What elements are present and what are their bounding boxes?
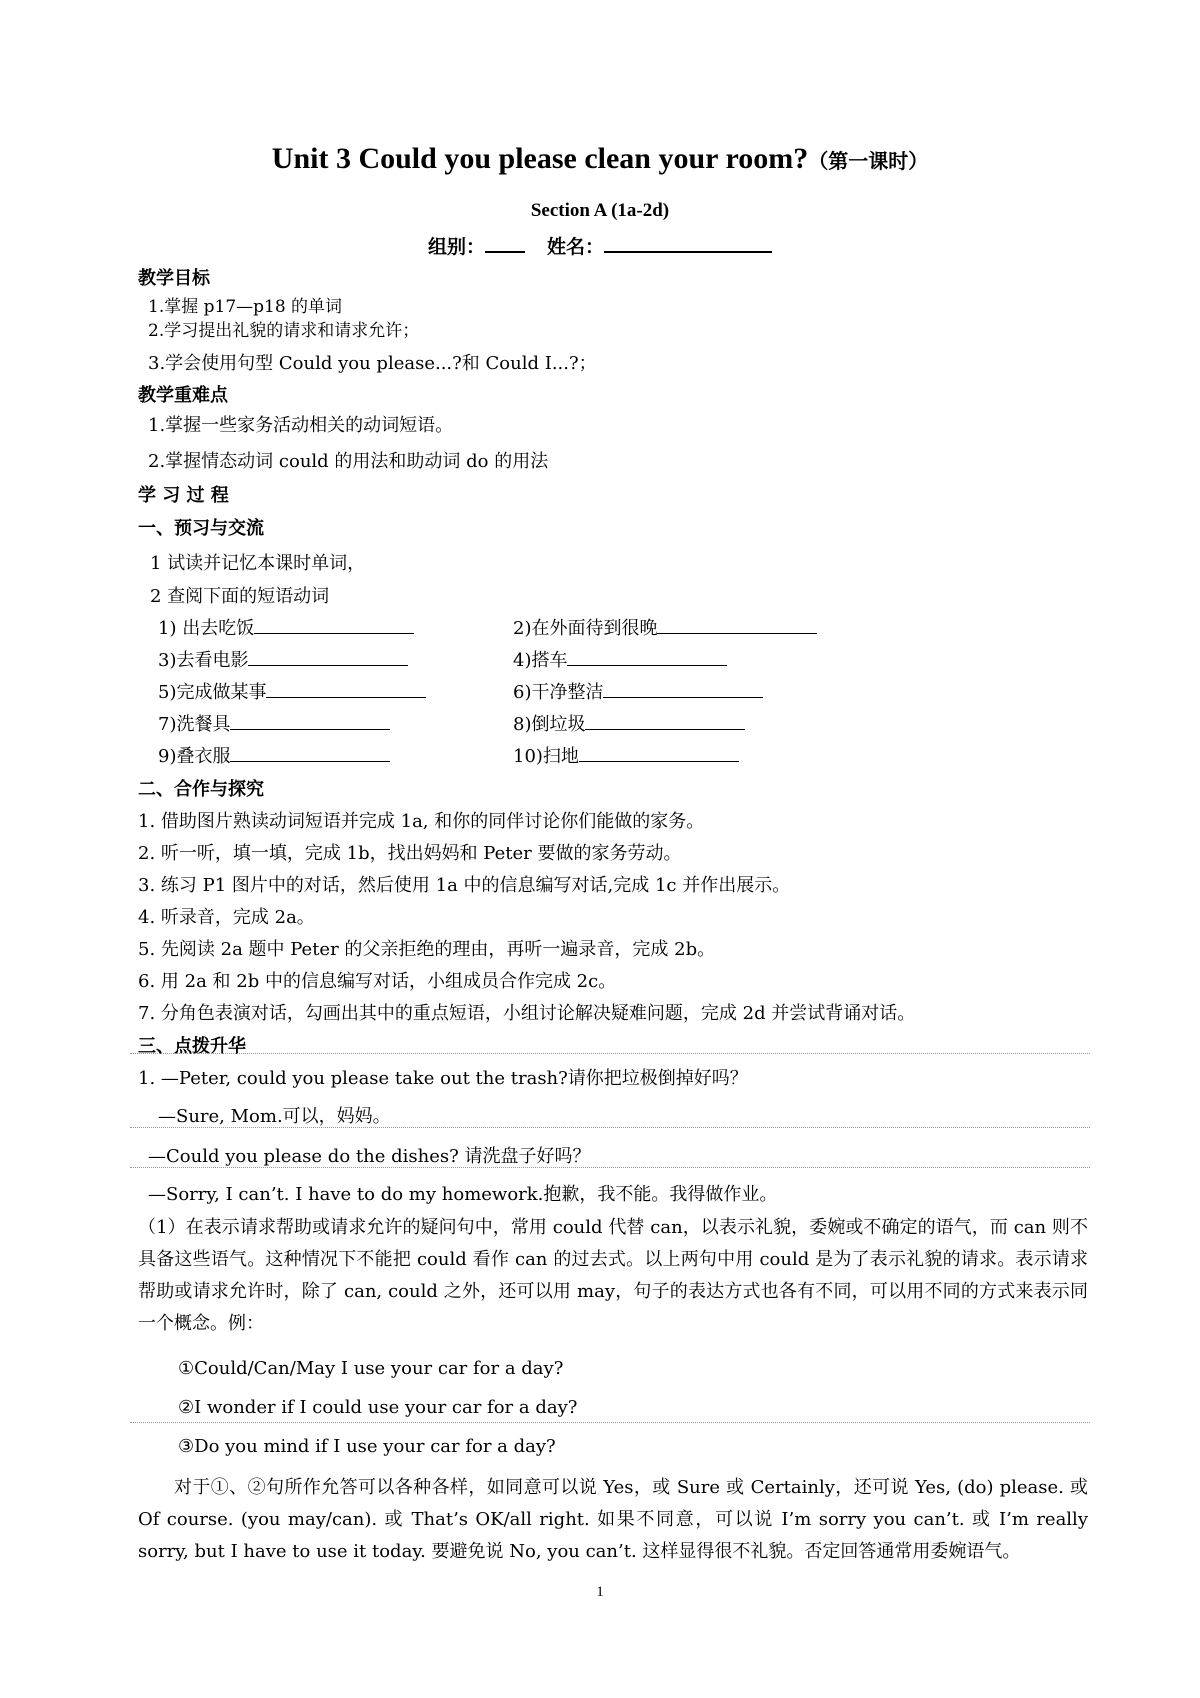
phrase-blank[interactable] bbox=[579, 745, 739, 762]
example-sentence: ①Could/Can/May I use your car for a day? bbox=[178, 1358, 564, 1379]
title-main: Unit 3 Could you please clean your room? bbox=[271, 142, 809, 175]
phrase-item: 2)在外面待到很晚 bbox=[513, 614, 817, 640]
phrase-blank[interactable] bbox=[230, 713, 390, 730]
phrase-blank[interactable] bbox=[248, 649, 408, 666]
objective-item: 3.学会使用句型 Could you please...?和 Could I...?； bbox=[148, 353, 597, 374]
objective-item: 1.掌握 p17—p18 的单词 bbox=[148, 297, 343, 317]
phrase-item: 1) 出去吃饭 bbox=[158, 614, 414, 640]
group-blank[interactable] bbox=[485, 233, 525, 253]
objective-item: 2.学习提出礼貌的请求和请求允许； bbox=[148, 321, 420, 341]
dialogue-line: —Could you please do the dishes? 请洗盘子好吗？ bbox=[148, 1146, 591, 1167]
dotted-divider bbox=[130, 1127, 1090, 1128]
dialogue-line: —Sure, Mom.可以，妈妈。 bbox=[158, 1106, 391, 1127]
page-number: 1 bbox=[596, 1584, 604, 1600]
phrase-item: 3)去看电影 bbox=[158, 646, 408, 672]
phrase-blank[interactable] bbox=[585, 713, 745, 730]
explanation-paragraph: （1）在表示请求帮助或请求允许的疑问句中，常用 could 代替 can，以表示礼貌，委婉或不确定的语气，而 can 则不具备这些语气。这种情况下不能把 could 看作 can 的过去式。以上两句中用 could 是为了表示礼貌的请求。表示请求帮助或请求允许时，除了 can, could 之外，还可以用 may，句子的表达方式也各有不同，可以用不同的方式来表示同一个概念。例： bbox=[138, 1217, 1088, 1334]
preview-item: 1 试读并记忆本课时单词， bbox=[150, 553, 366, 574]
example-sentence: ③Do you mind if I use your car for a day? bbox=[178, 1436, 556, 1457]
cooperation-heading: 二、合作与探究 bbox=[138, 779, 264, 800]
phrase-item: 9)叠衣服 bbox=[158, 742, 390, 768]
phrase-item: 8)倒垃圾 bbox=[513, 710, 745, 736]
phrase-item: 5)完成做某事 bbox=[158, 678, 426, 704]
process-heading: 学 习 过 程 bbox=[138, 485, 229, 506]
preview-heading: 一、预习与交流 bbox=[138, 518, 264, 539]
title-suffix: （第一课时） bbox=[808, 149, 929, 173]
cooperation-item: 7. 分角色表演对话，勾画出其中的重点短语，小组讨论解决疑难问题，完成 2d 并尝试背诵对话。 bbox=[138, 1003, 916, 1024]
name-label: 姓名： bbox=[547, 236, 605, 258]
phrase-blank[interactable] bbox=[567, 649, 727, 666]
reply-note-paragraph: 对于①、②句所作允答可以各种各样，如同意可以说 Yes，或 Sure 或 Certainly，还可说 Yes, (do) please. 或 Of course. (you may/can). 或 That’s OK/all right. 如果不同意，可以说 I’m sorry you can’t. 或 I’m really sorry, but I have to use it today. 要避免说 No, you can’t. 这样显得很不礼貌。否定回答通常用委婉语气。 bbox=[138, 1477, 1088, 1562]
key-point-item: 1.掌握一些家务活动相关的动词短语。 bbox=[148, 415, 454, 436]
student-info-line bbox=[0, 232, 1200, 259]
section-subtitle: Section A (1a-2d) bbox=[530, 200, 670, 221]
phrase-item: 4)搭车 bbox=[513, 646, 727, 672]
dotted-divider bbox=[130, 1167, 1090, 1168]
objectives-heading: 教学目标 bbox=[138, 268, 210, 289]
key-point-item: 2.掌握情态动词 could 的用法和助动词 do 的用法 bbox=[148, 451, 549, 472]
dotted-divider bbox=[130, 1422, 1090, 1423]
key-points-heading: 教学重难点 bbox=[138, 385, 228, 406]
preview-item: 2 查阅下面的短语动词 bbox=[150, 586, 330, 607]
phrase-blank[interactable] bbox=[230, 745, 390, 762]
cooperation-item: 6. 用 2a 和 2b 中的信息编写对话，小组成员合作完成 2c。 bbox=[138, 971, 617, 992]
cooperation-item: 4. 听录音，完成 2a。 bbox=[138, 907, 315, 928]
phrase-item: 7)洗餐具 bbox=[158, 710, 390, 736]
phrase-blank[interactable] bbox=[657, 617, 817, 634]
cooperation-item: 5. 先阅读 2a 题中 Peter 的父亲拒绝的理由，再听一遍录音，完成 2b。 bbox=[138, 939, 716, 960]
cooperation-item: 3. 练习 P1 图片中的对话，然后使用 1a 中的信息编写对话,完成 1c 并作出展示。 bbox=[138, 875, 791, 896]
dialogue-line: 1. —Peter, could you please take out the trash?请你把垃极倒掉好吗？ bbox=[138, 1068, 748, 1089]
guidance-heading: 三、点拨升华 bbox=[138, 1036, 246, 1057]
page-title bbox=[0, 142, 1200, 176]
cooperation-item: 1. 借助图片熟读动词短语并完成 1a, 和你的同伴讨论你们能做的家务。 bbox=[138, 811, 705, 832]
dotted-divider bbox=[130, 1053, 1090, 1054]
name-blank[interactable] bbox=[604, 233, 772, 253]
phrase-blank[interactable] bbox=[266, 681, 426, 698]
phrase-blank[interactable] bbox=[254, 617, 414, 634]
example-sentence: ②I wonder if I could use your car for a day? bbox=[178, 1397, 578, 1418]
group-label: 组别： bbox=[427, 236, 485, 258]
dialogue-line: —Sorry, I can’t. I have to do my homework.抱歉，我不能。我得做作业。 bbox=[148, 1184, 778, 1205]
phrase-item: 10)扫地 bbox=[513, 742, 739, 768]
phrase-blank[interactable] bbox=[603, 681, 763, 698]
phrase-item: 6)干净整洁 bbox=[513, 678, 763, 704]
cooperation-item: 2. 听一听，填一填，完成 1b，找出妈妈和 Peter 要做的家务劳动。 bbox=[138, 843, 682, 864]
